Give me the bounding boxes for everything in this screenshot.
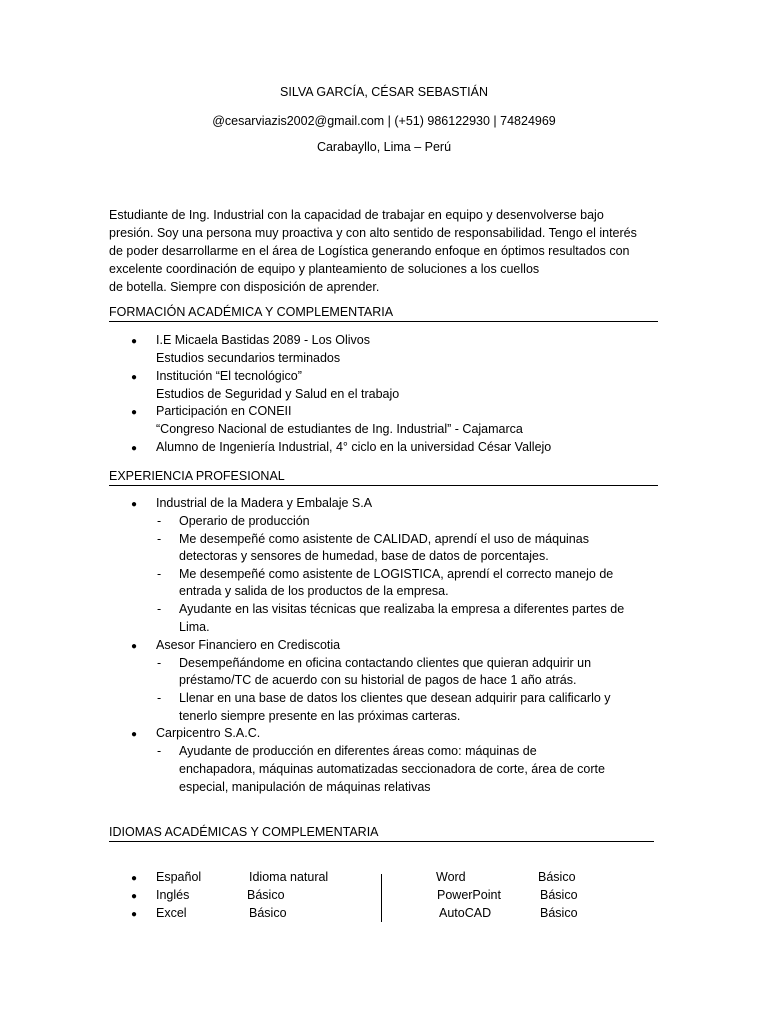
job-task-line: Ayudante de producción en diferentes áreas como: máquinas de xyxy=(179,744,537,758)
job-task-line: préstamo/TC de acuerdo con su historial de pagos de hace 1 año atrás. xyxy=(179,673,577,687)
profile-summary xyxy=(109,206,659,296)
job-task-line: Lima. xyxy=(179,620,210,634)
job-task-line: detectoras y sensores de humedad, base de datos de porcentajes. xyxy=(179,549,549,563)
summary-line: Estudiante de Ing. Industrial con la capacidad de trabajar en equipo y desenvolverse bajo xyxy=(109,208,604,222)
bullet-icon: ● xyxy=(131,891,138,902)
dash-marker: - xyxy=(157,532,162,546)
job-company: Carpicentro S.A.C. xyxy=(156,726,261,740)
summary-line: excelente coordinación de equipo y planteamiento de soluciones a los cuellos xyxy=(109,262,540,276)
dash-marker: - xyxy=(157,744,162,758)
summary-line: presión. Soy una persona muy proactiva y con alto sentido de responsabilidad. Tengo el interés xyxy=(109,226,637,240)
column-divider xyxy=(381,874,382,922)
dash-marker: - xyxy=(157,567,162,581)
bullet-icon: ● xyxy=(131,909,138,920)
skill-name: PowerPoint xyxy=(437,888,501,902)
job-task-line: Me desempeñé como asistente de CALIDAD, aprendí el uso de máquinas xyxy=(179,532,589,546)
skill-name: AutoCAD xyxy=(439,906,492,920)
education-item-detail: Estudios de Seguridad y Salud en el trabajo xyxy=(156,387,400,401)
dash-marker: - xyxy=(157,656,162,670)
job-task-line: Llenar en una base de datos los clientes que desean adquirir para calificarlo y xyxy=(179,691,611,705)
language-level: Idioma natural xyxy=(249,870,329,884)
job-task-line: Ayudante en las visitas técnicas que realizaba la empresa a diferentes partes de xyxy=(179,602,625,616)
dash-marker: - xyxy=(157,514,162,528)
language-name: Español xyxy=(156,870,202,884)
candidate-name: SILVA GARCÍA, CÉSAR SEBASTIÁN xyxy=(280,85,488,99)
language-name: Inglés xyxy=(156,888,190,902)
skill-level: Básico xyxy=(540,906,578,920)
summary-line: de botella. Siempre con disposición de aprender. xyxy=(109,280,380,294)
language-level: Básico xyxy=(249,906,287,920)
job-task-line: tenerlo siempre presente en las próximas carteras. xyxy=(179,709,461,723)
job-task-line: entrada y salida de los productos de la empresa. xyxy=(179,584,449,598)
job-task-line: enchapadora, máquinas automatizadas seccionadora de corte, área de corte xyxy=(179,762,605,776)
job-task-line: Operario de producción xyxy=(179,514,310,528)
bullet-icon: ● xyxy=(131,641,138,652)
job-task-line: Desempeñándome en oficina contactando clientes que quieran adquirir un xyxy=(179,656,592,670)
education-item-detail: Estudios secundarios terminados xyxy=(156,351,341,365)
bullet-icon: ● xyxy=(131,336,138,347)
bullet-icon: ● xyxy=(131,499,138,510)
bullet-icon: ● xyxy=(131,407,138,418)
dash-marker: - xyxy=(157,691,162,705)
bullet-icon: ● xyxy=(131,873,138,884)
contact-line: @cesarviazis2002@gmail.com | (+51) 986122930 | 74824969 xyxy=(212,114,556,128)
languages-section-title: IDIOMAS ACADÉMICAS Y COMPLEMENTARIA xyxy=(109,824,654,842)
job-company: Industrial de la Madera y Embalaje S.A xyxy=(156,496,373,510)
skill-level: Básico xyxy=(540,888,578,902)
education-section-title: FORMACIÓN ACADÉMICA Y COMPLEMENTARIA xyxy=(109,304,658,322)
education-item-title: Institución “El tecnológico” xyxy=(156,369,302,383)
education-item-title: I.E Micaela Bastidas 2089 - Los Olivos xyxy=(156,333,370,347)
job-company: Asesor Financiero en Crediscotia xyxy=(156,638,341,652)
job-task-line: especial, manipulación de máquinas relativas xyxy=(179,780,431,794)
experience-section-title: EXPERIENCIA PROFESIONAL xyxy=(109,468,658,486)
location-line: Carabayllo, Lima – Perú xyxy=(316,140,452,154)
language-level: Básico xyxy=(247,888,285,902)
language-name: Excel xyxy=(156,906,187,920)
dash-marker: - xyxy=(157,602,162,616)
bullet-icon: ● xyxy=(131,372,138,383)
summary-line: de poder desarrollarme en el área de Logística generando enfoque en óptimos resultados con xyxy=(109,244,630,258)
skill-level: Básico xyxy=(538,870,576,884)
education-item-detail: “Congreso Nacional de estudiantes de Ing. Industrial” - Cajamarca xyxy=(156,422,523,436)
education-item-title: Alumno de Ingeniería Industrial, 4° ciclo en la universidad César Vallejo xyxy=(156,440,552,454)
skill-name: Word xyxy=(436,870,466,884)
bullet-icon: ● xyxy=(131,729,138,740)
job-task-line: Me desempeñé como asistente de LOGISTICA, aprendí el correcto manejo de xyxy=(179,567,614,581)
bullet-icon: ● xyxy=(131,443,138,454)
education-item-title: Participación en CONEII xyxy=(156,404,292,418)
